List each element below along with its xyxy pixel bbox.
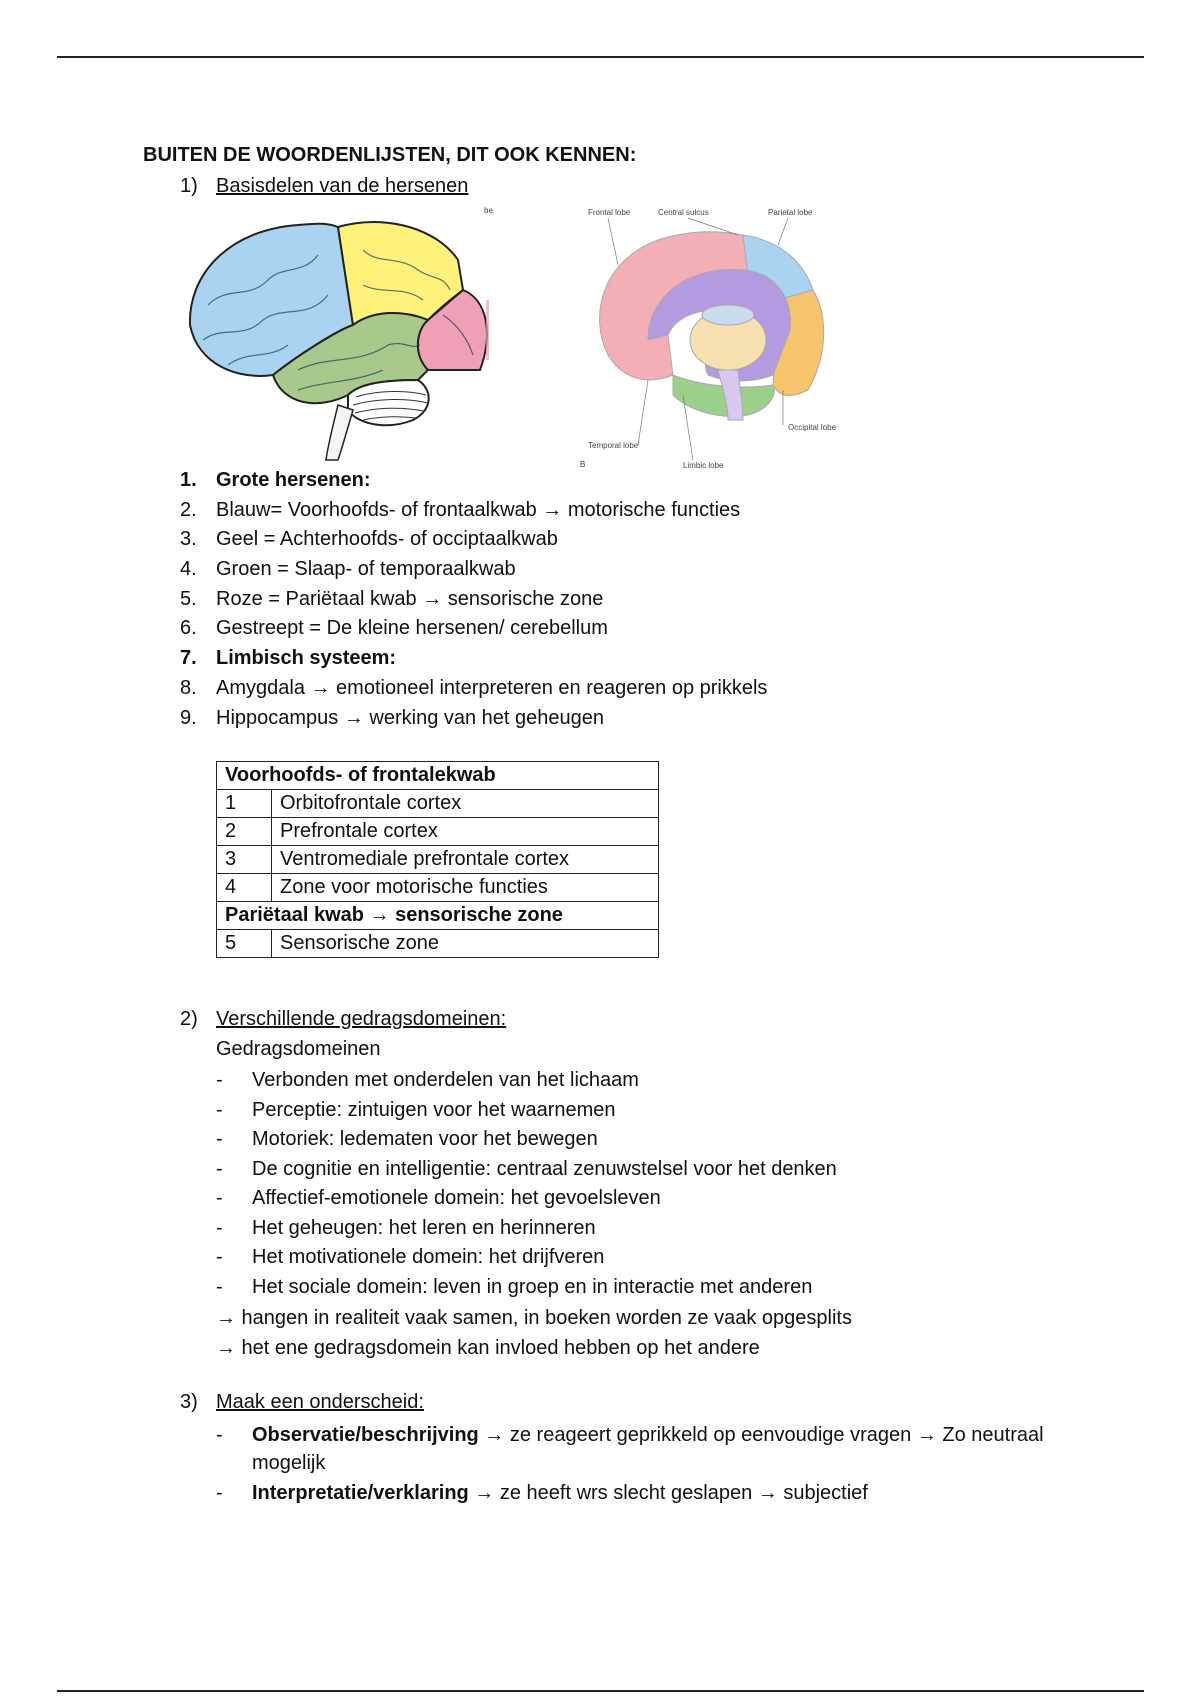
label-panel-b: B [580,460,586,469]
brain-parts-list [180,466,767,733]
section-3-number: 3) [180,1391,198,1413]
section-1-label: Basisdelen van de hersenen [216,175,469,197]
observation-text: → ze reageert geprikkeld op eenvoudige vragen → Zo neutraal mogelijk [252,1424,1044,1474]
lobes-table [216,761,659,958]
section-2-title [180,1008,506,1031]
note-line: → hangen in realiteit vaak samen, in boeken worden ze vaak opgesplits [216,1307,852,1329]
behavior-domains-list [216,1066,837,1302]
distinction-list [216,1421,1056,1509]
list-item: 7. Limbisch systeem: [180,647,397,670]
bottom-rule [57,1690,1144,1692]
list-item: - Het geheugen: het leren en herinneren [216,1216,596,1239]
brainstem [326,405,353,460]
brain-figure [188,205,878,475]
list-item: - Het motivationele domein: het drijfveren [216,1246,605,1268]
section-2-subtitle: Gedragsdomeinen [216,1038,381,1060]
table-row: 1 Orbitofrontale cortex [217,790,659,818]
cerebellum [348,380,429,425]
section-1-title [180,175,468,198]
observation-key: Observatie/beschrijving [252,1424,479,1446]
table-header-row [217,762,659,790]
list-item: 5. Roze = Pariëtaal kwab → sensorische zone [180,587,604,610]
table-row: 4 Zone voor motorische functies [217,874,659,902]
interpretation-item: - Interpretatie/verklaring → ze heeft wrs slecht geslapen → subjectief [216,1482,868,1504]
table-header-row [217,902,659,930]
list-item: 4. Groen = Slaap- of temporaalkwab [180,558,516,581]
list-item: 2. Blauw= Voorhoofds- of frontaalkwab → motorische functies [180,498,741,521]
note-line: → het ene gedragsdomein kan invloed hebben op het andere [216,1337,760,1359]
table-header-parietal: Pariëtaal kwab → sensorische zone [217,902,659,930]
table-row: 3 Ventromediale prefrontale cortex [217,846,659,874]
list-item: 1. Grote hersenen: [180,469,371,491]
cut-label: be [484,206,493,215]
label-central-sulcus: Central sulcus [658,208,709,217]
ventricle [702,305,754,325]
list-item: - Perceptie: zintuigen voor het waarnemen [216,1098,616,1121]
section-2-number: 2) [180,1008,198,1030]
cut-edge [486,300,489,360]
interpretation-text: → ze heeft wrs slecht geslapen → subjectief [468,1482,868,1504]
table-header-frontal: Voorhoofds- of frontalekwab [217,762,659,790]
section-1-number: 1) [180,175,198,197]
list-item: 6. Gestreept = De kleine hersenen/ cerebellum [180,617,608,640]
list-item: - De cognitie en intelligentie: centraal zenuwstelsel voor het denken [216,1157,837,1180]
label-limbic-lobe: Limbic lobe [683,461,724,470]
table-row: 5 Sensorische zone [217,930,659,958]
brain-figure-svg [188,205,878,475]
section-3-label: Maak een onderscheid: [216,1391,424,1413]
label-temporal-lobe: Temporal lobe [588,441,639,450]
list-item: - Motoriek: ledematen voor het bewegen [216,1128,598,1150]
lateral-brain-diagram [190,206,494,460]
section-2-label: Verschillende gedragsdomeinen: [216,1008,507,1030]
label-frontal-lobe: Frontal lobe [588,208,631,217]
medial-brain-diagram [580,208,837,470]
list-item: - Affectief-emotionele domein: het gevoelsleven [216,1187,661,1209]
list-item: 3. Geel = Achterhoofds- of occiptaalkwab [180,528,558,551]
list-item: - Het sociale domein: leven in groep en in interactie met anderen [216,1275,813,1298]
table-row: 2 Prefrontale cortex [217,818,659,846]
section-2-notes [216,1303,852,1363]
list-item: - Verbonden met onderdelen van het lichaam [216,1069,639,1091]
top-rule [57,56,1144,58]
list-item: 9. Hippocampus → werking van het geheugen [180,706,605,729]
label-parietal-lobe: Parietal lobe [768,208,813,217]
list-item: 8. Amygdala → emotioneel interpreteren en reageren op prikkels [180,676,768,699]
interpretation-key: Interpretatie/verklaring [252,1482,469,1504]
section-3-title [180,1391,424,1414]
page-heading: BUITEN DE WOORDENLIJSTEN, DIT OOK KENNEN: [143,144,637,166]
label-occipital-lobe: Occipital lobe [788,423,837,432]
observation-item: - Observatie/beschrijving → ze reageert geprikkeld op eenvoudige vragen → Zo neutraal mogelijk [216,1424,1044,1474]
